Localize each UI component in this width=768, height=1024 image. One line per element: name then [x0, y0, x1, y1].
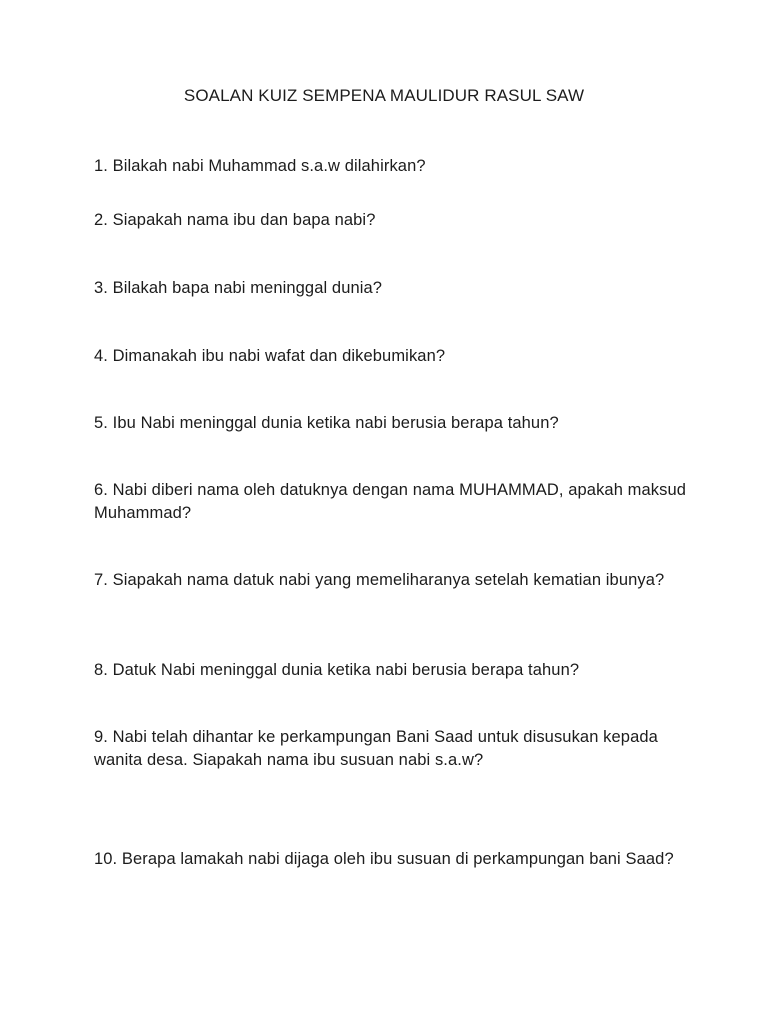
- question-5: 5. Ibu Nabi meninggal dunia ketika nabi berusia berapa tahun?: [94, 414, 559, 432]
- question-4: 4. Dimanakah ibu nabi wafat dan dikebumikan?: [94, 347, 446, 365]
- question-8: 8. Datuk Nabi meninggal dunia ketika nabi berusia berapa tahun?: [94, 661, 580, 679]
- question-7: 7. Siapakah nama datuk nabi yang memeliharanya setelah kematian ibunya?: [94, 571, 665, 589]
- question-2: 2. Siapakah nama ibu dan bapa nabi?: [94, 211, 376, 229]
- question-3: 3. Bilakah bapa nabi meninggal dunia?: [94, 279, 383, 297]
- question-6: 6. Nabi diberi nama oleh datuknya dengan nama MUHAMMAD, apakah maksud Muhammad?: [94, 481, 687, 522]
- question-10: 10. Berapa lamakah nabi dijaga oleh ibu susuan di perkampungan bani Saad?: [94, 850, 674, 868]
- question-1: 1. Bilakah nabi Muhammad s.a.w dilahirkan?: [94, 157, 426, 175]
- page-title: SOALAN KUIZ SEMPENA MAULIDUR RASUL SAW: [183, 86, 585, 105]
- question-9: 9. Nabi telah dihantar ke perkampungan Bani Saad untuk disusukan kepada wanita desa. Siapakah nama ibu susuan nabi s.a.w?: [94, 728, 658, 769]
